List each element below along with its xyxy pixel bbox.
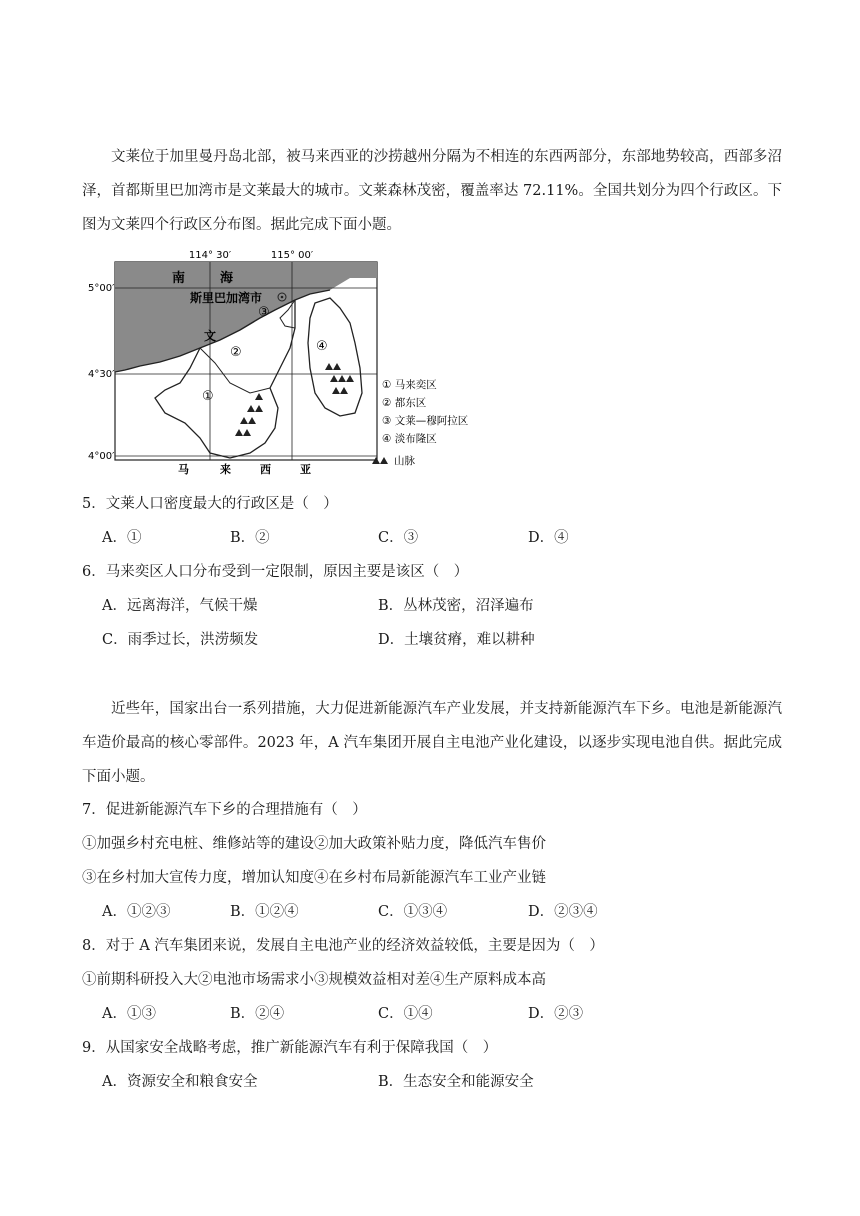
q6-option-b[interactable]: B．丛林茂密，沼泽遍布 [378,598,534,614]
q9-option-b[interactable]: B．生态安全和能源安全 [378,1074,534,1090]
q5-option-d[interactable]: D．④ [528,530,569,546]
mountain-symbols-east [325,363,354,394]
legend-item-1: ① 马来奕区 [382,379,437,391]
question-8-stem: 8．对于 A 汽车集团来说，发展自主电池产业的经济效益较低，主要是因为（ ） [82,938,604,954]
district-mark-3: ③ [258,305,270,320]
south-label-1: 马 [178,463,189,476]
question-9-stem: 9．从国家安全战略考虑，推广新能源汽车有利于保障我国（ ） [82,1040,498,1056]
legend-mountain-label: 山脉 [394,455,415,467]
lon-label-2: 115° 00′ [270,250,314,261]
q8-option-b[interactable]: B．②④ [230,1006,285,1022]
south-label-2: 来 [220,463,231,476]
q6-option-d[interactable]: D．土壤贫瘠，难以耕种 [378,632,535,648]
lat-label-3: 4°00′ [88,451,115,462]
sea-label-1: 南 [172,271,186,286]
q7-option-a[interactable]: A．①②③ [102,904,171,920]
mountain-symbols-west [235,393,263,436]
q7-option-b[interactable]: B．①②④ [230,904,299,920]
capital-label: 斯里巴加湾市 [190,291,263,305]
legend-mountain-icon [372,457,388,464]
q6-option-c[interactable]: C．雨季过长，洪涝频发 [102,632,259,648]
south-label-3: 西 [260,463,271,476]
question-6-stem: 6．马来奕区人口分布受到一定限制，原因主要是该区（ ） [82,564,469,580]
q7-option-d[interactable]: D．②③④ [528,904,598,920]
q7-items-line-2: ③在乡村加大宣传力度，增加认知度④在乡村布局新能源汽车工业产业链 [82,870,546,886]
q8-option-a[interactable]: A．①③ [102,1006,156,1022]
legend-item-4: ④ 淡布隆区 [382,433,437,445]
country-char: 文 [204,329,217,343]
district-mark-1: ① [202,389,214,404]
q9-option-a[interactable]: A．资源安全和粮食安全 [102,1074,258,1090]
sea-area [115,262,377,372]
q5-option-c[interactable]: C．③ [378,530,419,546]
question-7-stem: 7．促进新能源汽车下乡的合理措施有（ ） [82,802,367,818]
passage-brunei: 文莱位于加里曼丹岛北部，被马来西亚的沙捞越州分隔为不相连的东西两部分，东部地势较高，西部多沼泽，首都斯里巴加湾市是文莱最大的城市。文莱森林茂密，覆盖率达 72.11%。全国共划分为四个行政区。下图为文莱四个行政区分布图。据此完成下面小题。 [82,149,782,233]
district-mark-4: ④ [316,339,328,354]
east-brunei-outline [308,298,362,416]
q6-option-a[interactable]: A．远离海洋，气候干燥 [102,598,258,614]
question-5-stem: 5．文莱人口密度最大的行政区是（ ） [82,496,338,512]
q5-option-b[interactable]: B．② [230,530,270,546]
brunei-district-map [88,248,490,476]
legend-item-3: ③ 文莱—穆阿拉区 [382,415,469,427]
q8-option-c[interactable]: C．①④ [378,1006,433,1022]
q5-option-a[interactable]: A．① [102,530,142,546]
q7-option-c[interactable]: C．①③④ [378,904,448,920]
q7-items-line-1: ①加强乡村充电桩、维修站等的建设②加大政策补贴力度，降低汽车售价 [82,836,546,852]
lat-label-2: 4°30′ [88,369,115,380]
lon-label-1: 114° 30′ [188,250,232,261]
passage-nev: 近些年，国家出台一系列措施，大力促进新能源汽车产业发展，并支持新能源汽车下乡。电池是新能源汽车造价最高的核心零部件。2023 年，A 汽车集团开展自主电池产业化建设，以逐步实现电池自供。据此完成下面小题。 [82,701,782,785]
lat-label-1: 5°00′ [88,283,115,294]
q8-items-line: ①前期科研投入大②电池市场需求小③规模效益相对差④生产原料成本高 [82,972,546,988]
q8-option-d[interactable]: D．②③ [528,1006,584,1022]
south-label-4: 亚 [300,463,311,476]
legend-item-2: ② 都东区 [382,397,427,409]
district-mark-2: ② [230,345,242,360]
sea-label-2: 海 [220,271,234,286]
